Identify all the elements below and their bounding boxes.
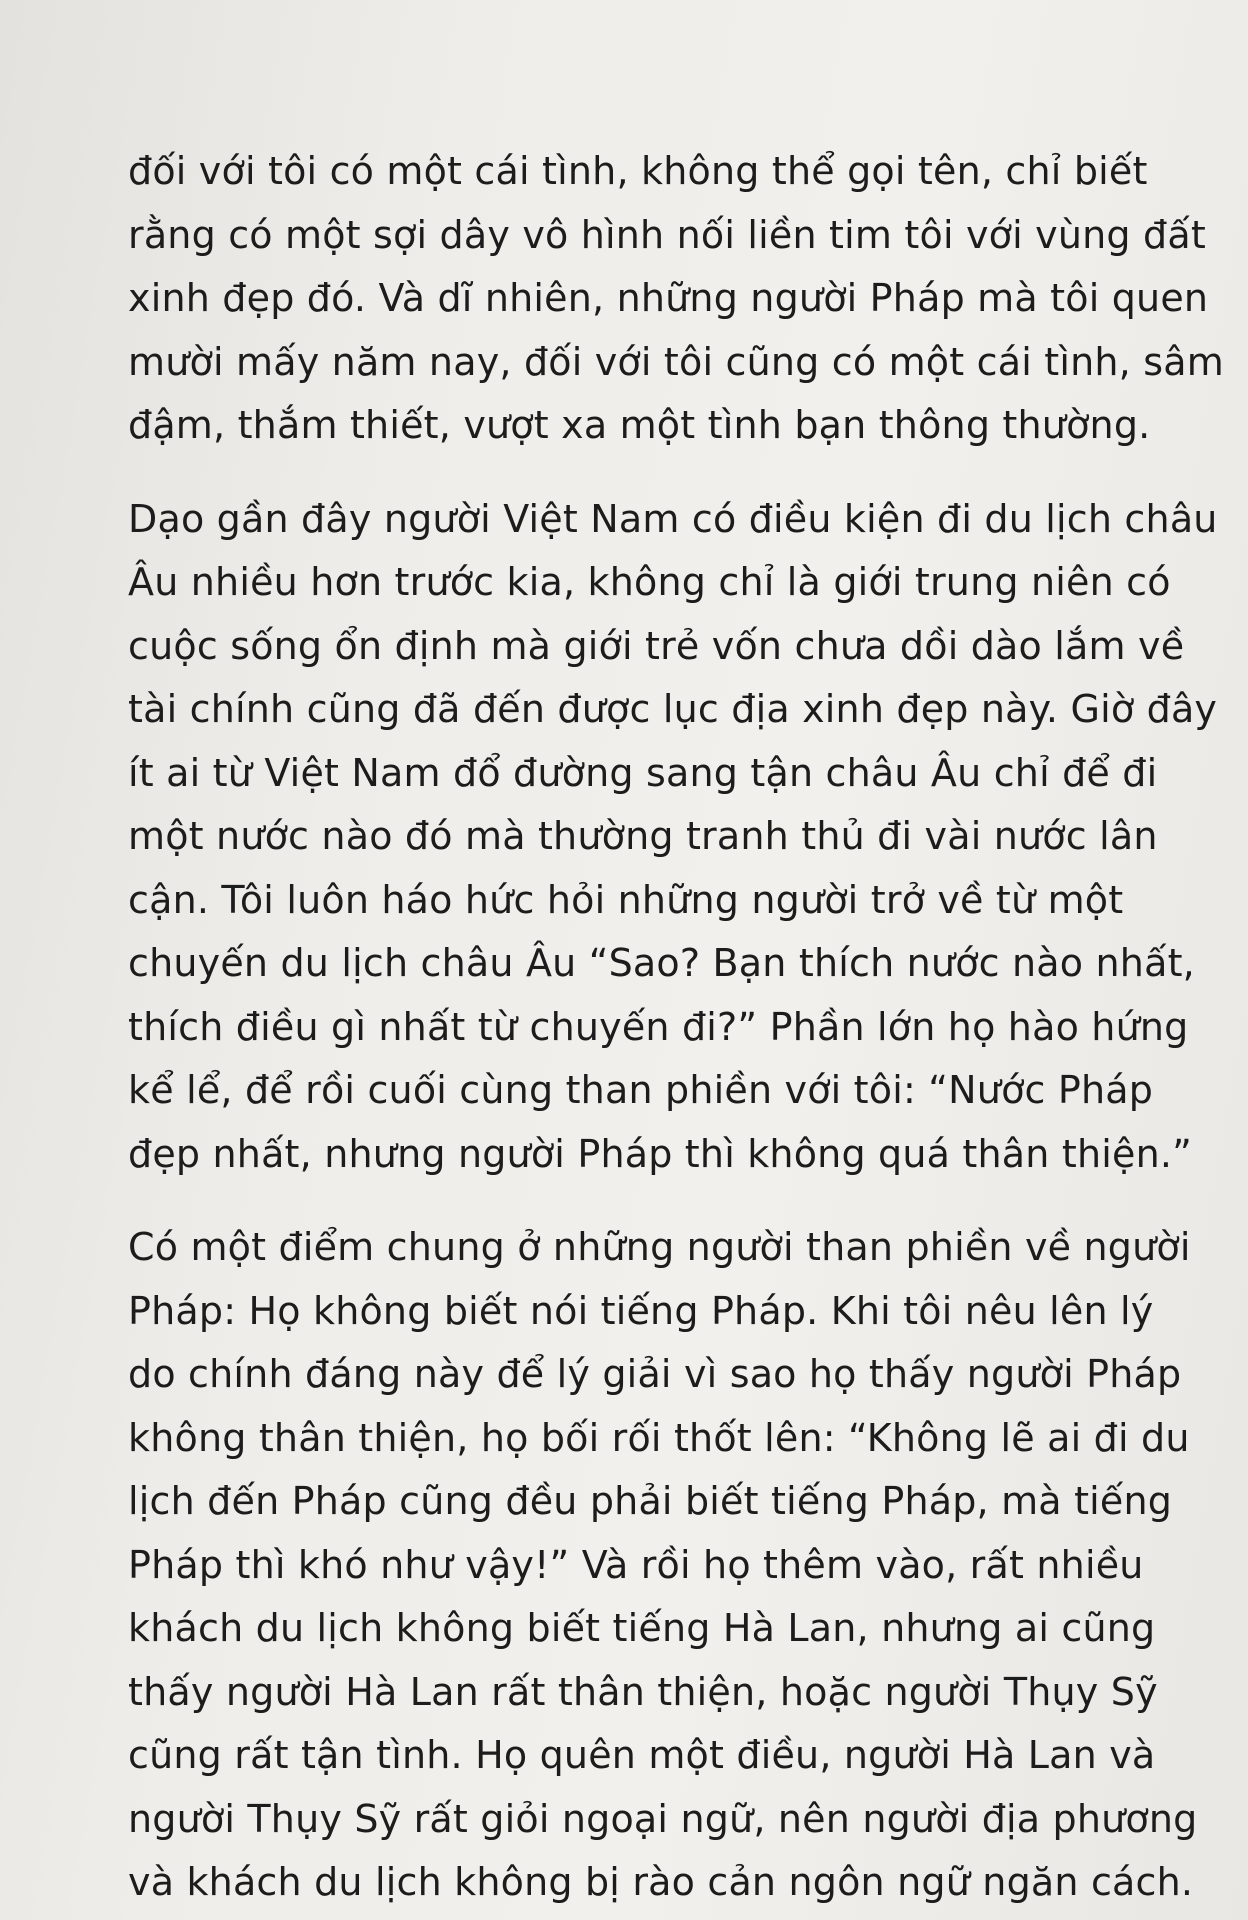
- text-line: Âu nhiều hơn trước kia, không chỉ là giới trung niên có: [128, 560, 1171, 604]
- text-line: đối với tôi có một cái tình, không thể gọi tên, chỉ biết: [128, 149, 1148, 193]
- text-line: người Thụy Sỹ rất giỏi ngoại ngữ, nên người địa phương: [128, 1796, 1198, 1841]
- text-line: chuyến du lịch châu Âu “Sao? Bạn thích nước nào nhất,: [128, 941, 1195, 985]
- paragraph-2: [128, 488, 1218, 1187]
- text-line: mười mấy năm nay, đối với tôi cũng có một cái tình, sâm: [128, 339, 1224, 384]
- text-line: Dạo gần đây người Việt Nam có điều kiện đi du lịch châu: [128, 496, 1218, 541]
- paragraph-3: [128, 1216, 1198, 1915]
- text-line: đậm, thắm thiết, vượt xa một tình bạn thông thường.: [128, 403, 1151, 447]
- text-line: thích điều gì nhất từ chuyến đi?” Phần lớn họ hào hứng: [128, 1004, 1189, 1049]
- text-line: cuộc sống ổn định mà giới trẻ vốn chưa dồi dào lắm về: [128, 623, 1185, 668]
- text-line: và khách du lịch không bị rào cản ngôn ngữ ngăn cách.: [128, 1860, 1194, 1904]
- text-line: do chính đáng này để lý giải vì sao họ thấy người Pháp: [128, 1352, 1182, 1396]
- text-line: Pháp: Họ không biết nói tiếng Pháp. Khi tôi nêu lên lý: [128, 1288, 1154, 1333]
- text-line: khách du lịch không biết tiếng Hà Lan, nhưng ai cũng: [128, 1606, 1156, 1650]
- text-line: đẹp nhất, nhưng người Pháp thì không quá thân thiện.”: [128, 1131, 1193, 1176]
- text-line: ít ai từ Việt Nam đổ đường sang tận châu Âu chỉ để đi: [128, 750, 1158, 795]
- text-line: Pháp thì khó như vậy!” Và rồi họ thêm vào, rất nhiều: [128, 1542, 1144, 1587]
- text-line: xinh đẹp đó. Và dĩ nhiên, những người Pháp mà tôi quen: [128, 276, 1209, 320]
- paragraph-1: [128, 140, 1224, 458]
- page-body-text: [128, 140, 1224, 1915]
- text-line: kể lể, để rồi cuối cùng than phiền với tôi: “Nước Pháp: [128, 1068, 1154, 1112]
- text-line: rằng có một sợi dây vô hình nối liền tim tôi với vùng đất: [128, 212, 1206, 257]
- text-line: một nước nào đó mà thường tranh thủ đi vài nước lân: [128, 814, 1158, 858]
- text-line: cũng rất tận tình. Họ quên một điều, người Hà Lan và: [128, 1733, 1156, 1777]
- text-line: tài chính cũng đã đến được lục địa xinh đẹp này. Giờ đây: [128, 687, 1218, 731]
- text-line: lịch đến Pháp cũng đều phải biết tiếng Pháp, mà tiếng: [128, 1479, 1173, 1523]
- text-line: không thân thiện, họ bối rối thốt lên: “Không lẽ ai đi du: [128, 1415, 1190, 1460]
- text-line: cận. Tôi luôn háo hức hỏi những người trở về từ một: [128, 877, 1124, 922]
- text-line: thấy người Hà Lan rất thân thiện, hoặc người Thụy Sỹ: [128, 1669, 1158, 1714]
- text-line: Có một điểm chung ở những người than phiền về người: [128, 1225, 1191, 1269]
